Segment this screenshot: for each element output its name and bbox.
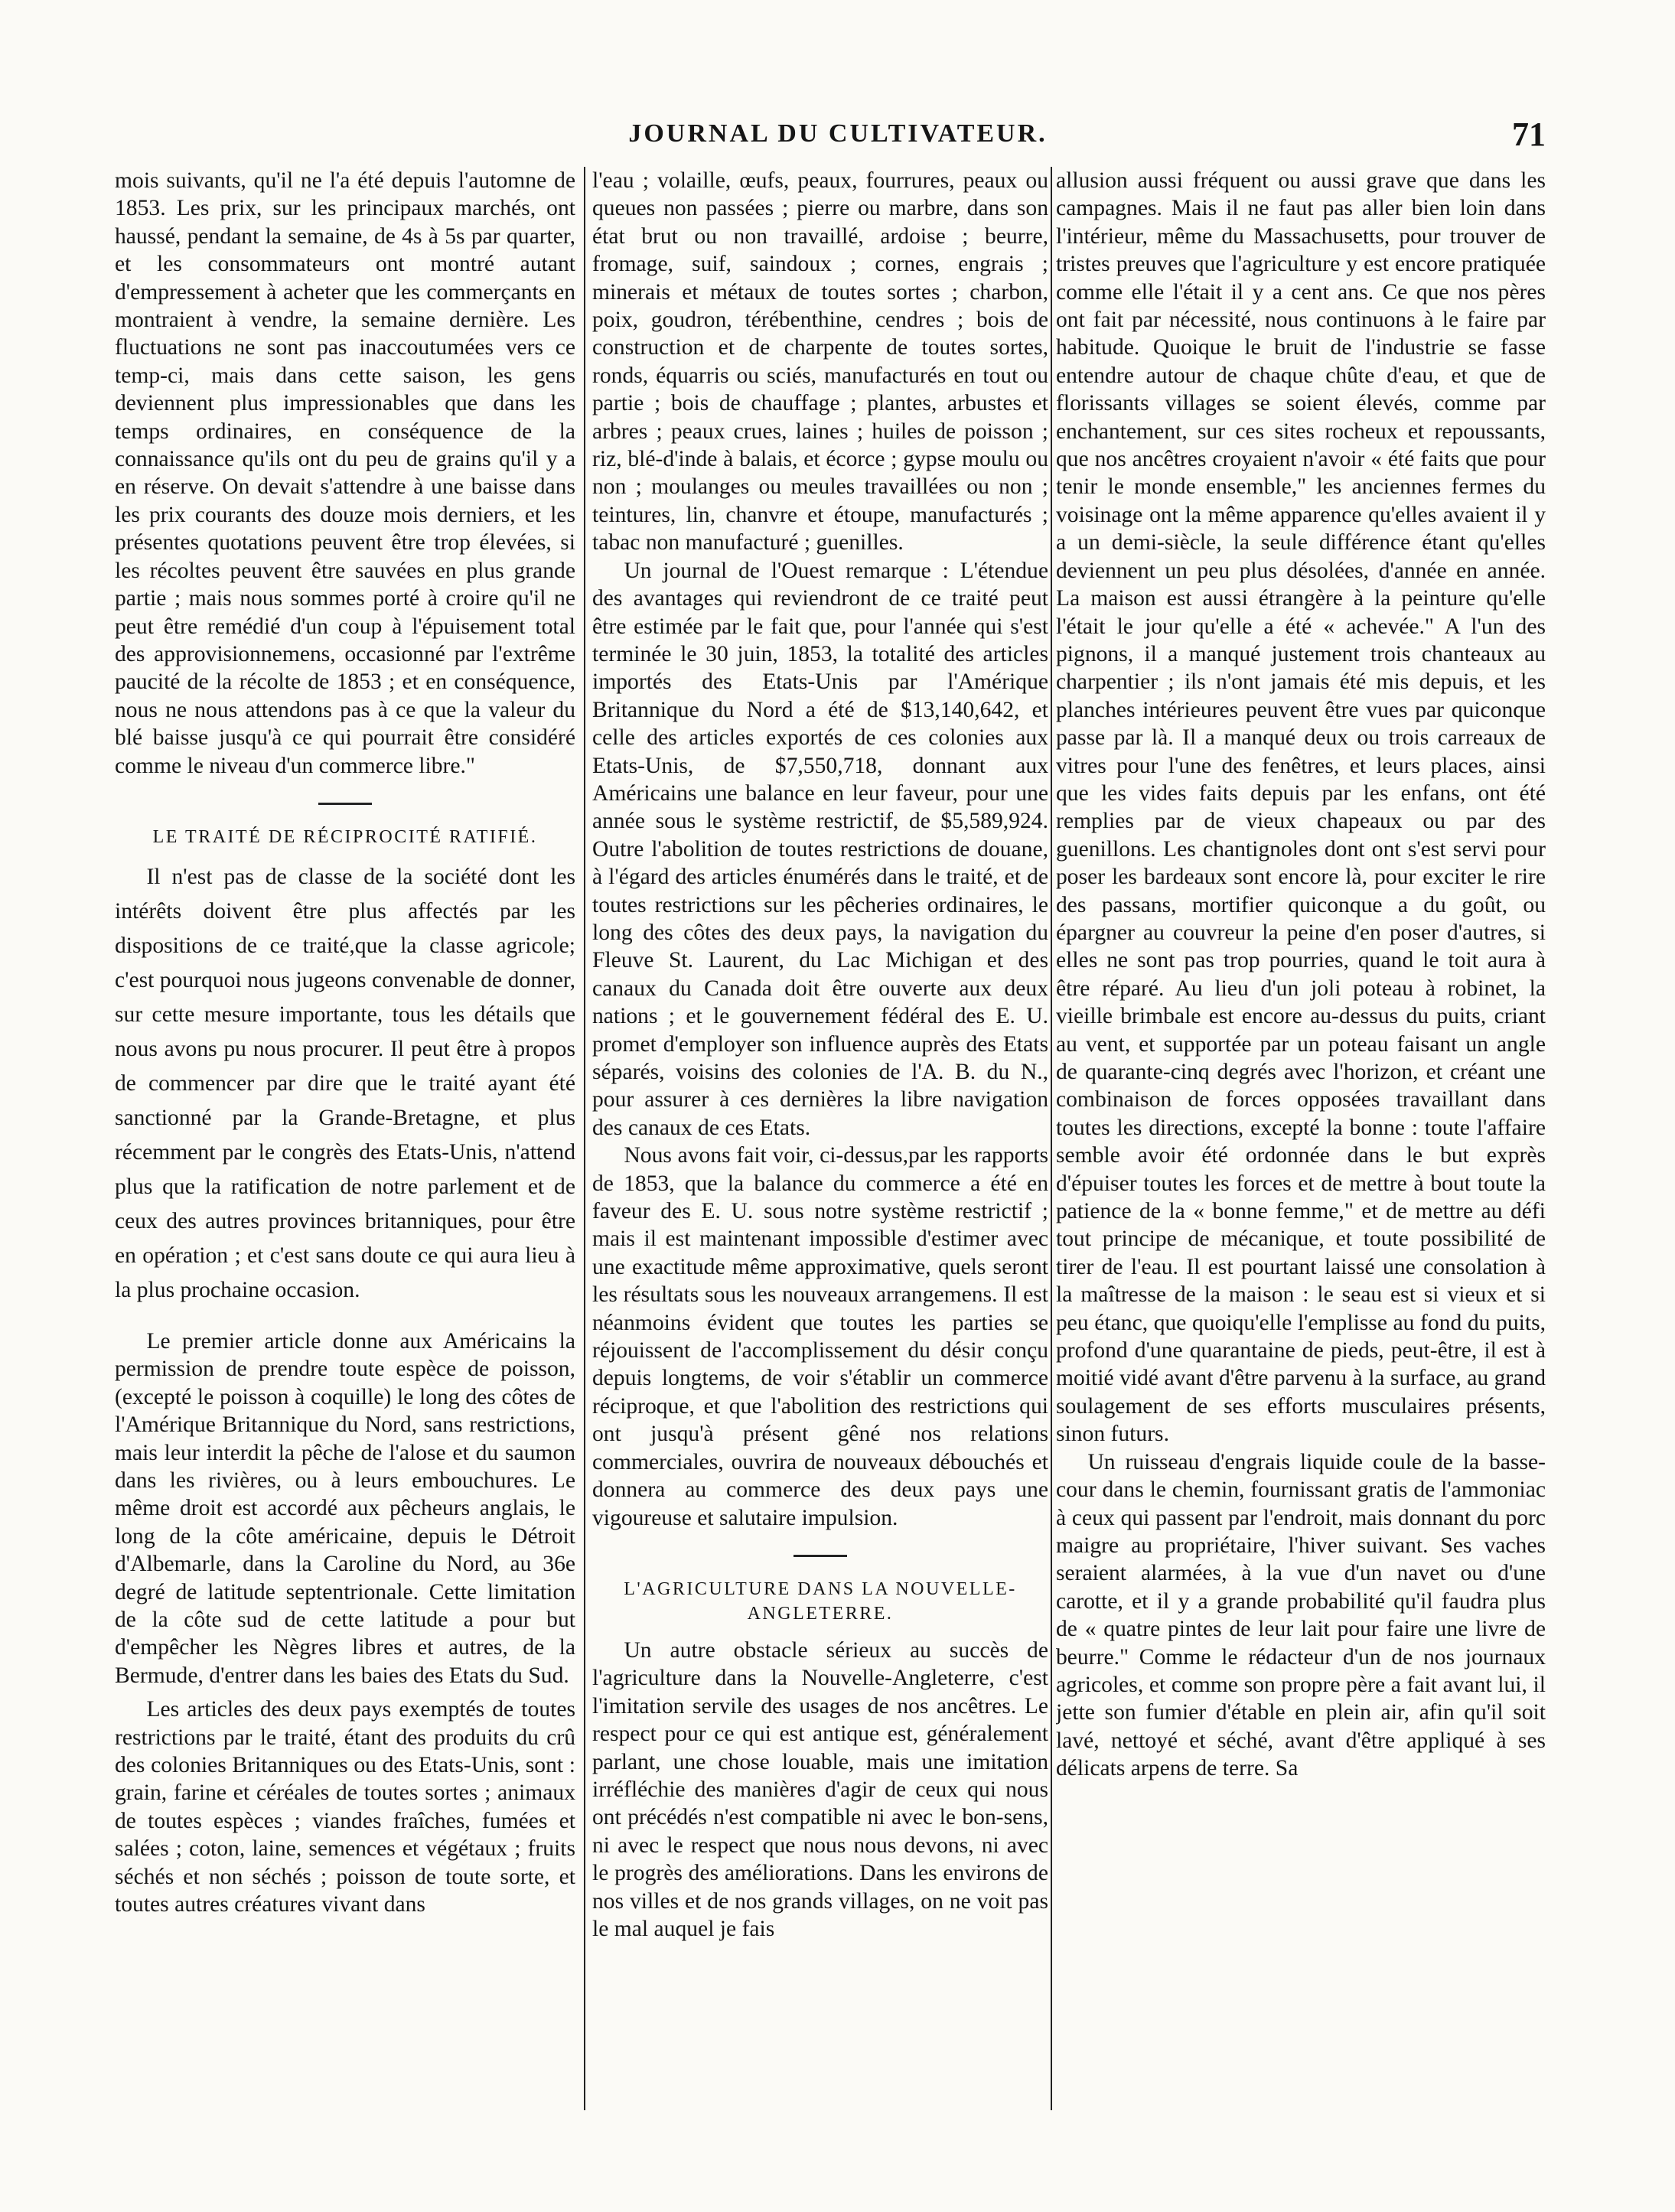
- paragraph: l'eau ; volaille, œufs, peaux, fourrures, peaux ou queues non passées ; pierre ou marbre, dans son état brut ou non travaillé, ardoise ; beurre, fromage, suif, saindoux ; cornes, engrais ; minerais et métaux de toutes sortes ; charbon, poix, goudron, térébenthine, cendres ; bois de construction et de charpente de toutes sortes, ronds, équarris ou sciés, manufacturés en tout ou partie ; bois de chauffage ; plantes, arbustes et arbres ; peaux crues, laines ; huiles de poisson ; riz, blé-d'inde à balais, et écorce ; gypse moulu ou non ; moulanges ou meules travaillées ou non ; teintures, lin, chanvre et étoupe, manufacturés ; tabac non manufacturé ; guenilles.: [592, 168, 1048, 555]
- paragraph: Les articles des deux pays exemptés de toutes restrictions par le traité, étant des produits du crû des colonies Britanniques ou des Etats-Unis, sont : grain, farine et céréales de toutes sortes ; animaux de toutes espèces ; viandes fraîches, fumées et salées ; coton, laine, semences et végétaux ; fruits séchés et non séchés ; poisson de toute sorte, et toutes autres créatures vivant dans: [115, 1697, 575, 1917]
- paragraph: Un ruisseau d'engrais liquide coule de la basse-cour dans le chemin, fournissant gratis de l'ammoniac à ceux qui passent par l'endroit, mais donnant du porc maigre au propriétaire, l'hiver suivant. Ses vaches seraient alarmées, à la vue d'un navet ou d'une carotte, et il y a grande probabilité qu'il faudra plus de « quatre pintes de leur lait pour faire une livre de beurre." Comme le rédacteur d'un de nos journaux agricoles, et comme son propre père a fait avant lui, il jette son fumier d'étable en plein air, afin qu'il soit lavé, nettoyé et séché, avant d'être appliqué à ses délicats arpens de terre. Sa: [1056, 1449, 1546, 1781]
- section-heading: LE TRAITÉ DE RÉCIPROCITÉ RATIFIÉ.: [152, 826, 538, 847]
- paragraph: Un journal de l'Ouest remarque : L'étendue des avantages qui reviendront de ce traité peut être estimée par le fait que, pour l'année qui s'est terminée le 30 juin, 1853, la totalité des articles importés des Etats-Unis par l'Amérique Britannique du Nord a été de $13,140,642, et celle des articles exportés de ces colonies aux Etats-Unis, de $7,550,718, donnant aux Américains une balance en leur faveur, pour une année sous le système restrictif, de $5,589,924. Outre l'abolition de toutes restrictions de douane, à l'égard des articles énumérés dans le traité, et de toutes restrictions sur les pêcheries ordinaires, le long des côtes des deux pays, la navigation du Fleuve St. Laurent, du Lac Michigan et des canaux du Canada doit être ouverte aux deux nations ; et le gouvernement fédéral des E. U. promet d'employer son influence auprès des Etats séparés, voisins des colonies de l'A. B. du N., pour assurer à ces dernières la libre navigation des canaux de ces Etats.: [592, 558, 1048, 1140]
- paragraph: Le premier article donne aux Américains la permission de prendre toute espèce de poisson, (excepté le poisson à coquille) le long des côtes de l'Amérique Britannique du Nord, sans restrictions, mais leur interdit la pêche de l'alose et du saumon dans les rivières, ou à leurs embouchures. Le même droit est accordé aux pêcheurs anglais, le long de la côte américaine, depuis le Détroit d'Albemarle, dans la Caroline du Nord, au 36e degré de latitude septentrionale. Cette limitation de la côte sud de cette latitude a pour but d'empêcher les Nègres libres et autres, de la Bermude, d'entrer dans les baies des Etats du Sud.: [115, 1328, 575, 1688]
- column-left: [115, 167, 575, 2126]
- paragraph: mois suivants, qu'il ne l'a été depuis l'automne de 1853. Les prix, sur les principaux marchés, ont haussé, pendant la semaine, de 4s à 5s par quarter, et les consommateurs ont montré autant d'empressement à acheter que les commerçants en montraient à vendre, la semaine dernière. Les fluctuations ne sont pas inaccoutumées vers ce temp-ci, mais dans cette saison, les gens deviennent plus impressionables que dans les temps ordinaires, en conséquence de la connaissance qu'ils ont du peu de grains qu'il y a en réserve. On devait s'attendre à une baisse dans les prix courants des douze mois derniers, et les présentes quotations peuvent être trop élevées, si les récoltes peuvent être sauvées en plus grande partie ; mais nous sommes porté à croire qu'il ne peut être remédié d'un coup à l'épuisement total des approvisionnemens, occasionné par l'extrême paucité de la récolte de 1853 ; et en conséquence, nous ne nous attendons pas à ce que la valeur du blé baisse jusqu'à ce qui pourrait être considéré comme le niveau d'un commerce libre.": [115, 168, 575, 778]
- paragraph: Il n'est pas de classe de la société dont les intérêts doivent être plus affectés par les dispositions de ce traité,que la classe agricole; c'est pourquoi nous jugeons convenable de donner, sur cette mesure importante, tous les détails que nous avons pu nous procurer. Il peut être à propos de commencer par dire que le traité ayant été sanctionné par la Grande-Bretagne, et plus récemment par le congrès des Etats-Unis, n'attend plus que la ratification de notre parlement et de ceux des autres provinces britanniques, pour être en opération ; et c'est sans doute ce qui aura lieu à la plus prochaine occasion.: [115, 864, 575, 1302]
- paragraph: Un autre obstacle sérieux au succès de l'agriculture dans la Nouvelle-Angleterre, c'est l'imitation servile des usages de nos ancêtres. Le respect pour ce qui est antique est, généralement parlant, une chose louable, mais une imitation irréfléchie des manières d'agir de ceux qui nous ont précédés n'est compatible ni avec le bon-sens, ni avec le respect que nous nous devons, ni avec le progrès des améliorations. Dans les environs de nos villes et de nos grands villages, on ne voit pas le mal auquel je fais: [592, 1637, 1048, 1941]
- column-right: [1056, 167, 1546, 2126]
- paragraph: Nous avons fait voir, ci-dessus,par les rapports de 1853, que la balance du commerce a été en faveur des E. U. sous notre système restrictif ; mais il est maintenant impossible d'estimer avec une exactitude même approximative, quels seront les résultats sous les nouveaux arrangemens. Il est néanmoins évident que toutes les parties se réjouissent de l'accomplissement du désir conçu depuis longtems, de voir s'établir un commerce réciproque, et que l'abolition des restrictions qui ont jusqu'à présent gêné nos relations commerciales, ouvrira de nouveaux débouchés et donnera au commerce des deux pays une vigoureuse et salutaire impulsion.: [592, 1143, 1048, 1530]
- paragraph: allusion aussi fréquent ou aussi grave que dans les campagnes. Mais il ne faut pas aller bien loin dans l'intérieur, même du Massachusetts, pour trouver de tristes preuves que l'agriculture y est encore pratiquée comme elle l'était il y a cent ans. Ce que nos pères ont fait par nécessité, nous continuons à le faire par habitude. Quoique le bruit de l'industrie se fasse entendre autour de chaque chûte d'eau, et que de florissants villages se soient élevés, comme par enchantement, sur ces sites rocheux et repoussants, que nos ancêtres croyaient n'avoir « été faits que pour tenir le monde ensemble," les anciennes fermes du voisinage ont la même apparence qu'elles avaient il y a un demi-siècle, la seule différence étant qu'elles deviennent un peu plus désolées, d'année en année. La maison est aussi étrangère à la peinture qu'elle l'était le jour qu'elle a été « achevée." A l'un des pignons, il a manqué justement trois chanteaux au charpentier ; ils n'ont jamais été mis depuis, et les planches intérieures peuvent être vues par quiconque passe par là. Il a manqué deux ou trois carreaux de vitres pour l'une des fenêtres, et leurs places, ainsi que les vides faits depuis par les enfans, ont été remplies par de vieux chapeaux ou par des guenillons. Les chantignoles dont ont s'est servi pour poser les bardeaux sont encore là, pour exciter le rire des passans, mortifier quiconque a du goût, ou épargner au couvreur la peine d'en poser d'autres, si elles ne sont pas trop pourries, quand le toit aura à être réparé. Au lieu d'un joli poteau à robinet, la vieille brimbale est encore au-dessus du puits, criant au vent, et supportée par un poteau faisant un angle de quarante-cinq degrés avec l'horizon, et créant une combinaison de forces opposées travaillant dans toutes les directions, excepté la bonne : toute l'affaire semble avoir été ordonnée dans le but exprès d'épuiser toutes les forces et de mettre à bout toute la patience de la « bonne femme," et de mettre au défi tout principe de mécanique, et toute possibilité de tirer de l'eau. Il est pourtant laissé une consolation à la maîtresse de la maison : le seau est si vieux et si peu étanc, que quoiqu'elle l'emplisse au fond du puits, profond d'une quarantaine de pieds, peut-être, il est à moitié vidé avant d'être parvenu à la surface, au grand soulagement de ses efforts musculaires présents, sinon futurs.: [1056, 168, 1546, 1447]
- column-divider: [1051, 167, 1052, 2110]
- column-divider: [584, 167, 585, 2110]
- section-separator: [318, 803, 372, 805]
- journal-title: JOURNAL DU CULTIVATEUR.: [628, 119, 1048, 148]
- page-number: 71: [1512, 116, 1546, 153]
- page-header: [122, 115, 1553, 153]
- column-middle: [592, 167, 1048, 2126]
- section-heading: L'AGRICULTURE DANS LA NOUVELLE-ANGLETERRE.: [624, 1578, 1017, 1624]
- section-separator: [794, 1555, 847, 1557]
